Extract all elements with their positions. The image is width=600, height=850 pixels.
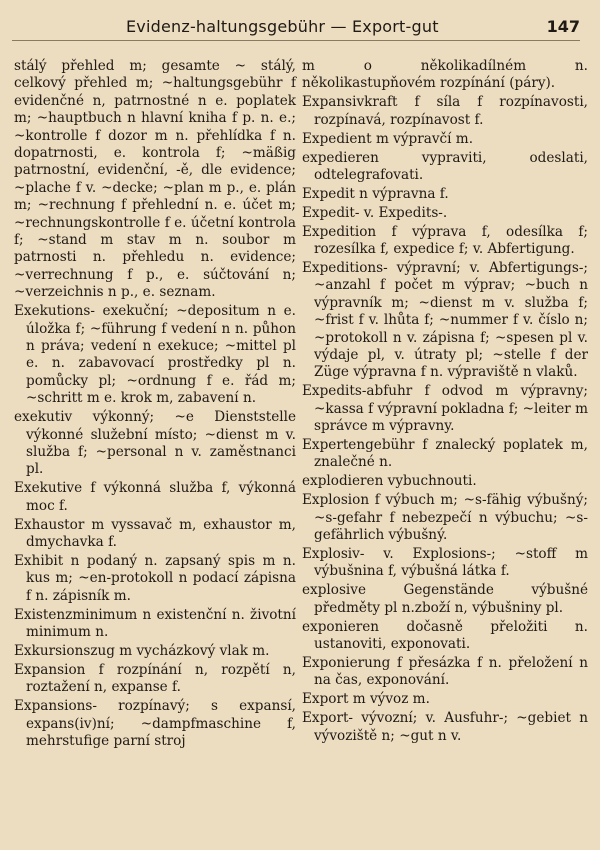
entry-exponieren: exponieren dočasně přeložiti n. ustanoviti, exponovati. [302, 618, 588, 652]
entry-continuation: stálý přehled m; gesamte ~ stálý, celkový přehled m; ~haltungsgebühr f evidenčné n, patrnostné n e. poplatek m; ~hauptbuch n hlavní kniha f p. n. e.; ~kontrolle f dozor m n. přehlídka f n. dopatrnosti, e. kontrola f; ~mäßig patrnostní, evidenční, -ě, dle evidence; ~plache f v. ~decke; ~plan m p., e. plán m; ~rechnung f přehlední n. e. účet m; ~rechnungskontrolle f e. účetní kontrola f; ~stand m stav m n. soubor m patrnosti n. přehledu n. evidence; ~verrechnung f p., e. súčtování n; ~verzeichnis n p., e. seznam. [14, 58, 296, 301]
entry-expansion: Expansion f rozpínání n, rozpětí n, roztažení n, expanse f. [14, 661, 296, 696]
entry-expedits-abfuhr: Expedits-abfuhr f odvod m výpravny; ~kassa f výpravní pokladna f; ~leiter m správce m výpravny. [302, 383, 588, 435]
page-header [12, 12, 580, 41]
entry-expedient: Expedient m výpravčí m. [302, 130, 474, 147]
entry-exhaustor: Exhaustor m vyssavač m, exhaustor m, dmychavka f. [14, 516, 296, 550]
entry-exekutive: Exekutive f výkonná služba f, výkonná moc f. [14, 480, 296, 514]
entry-export: Export m vývoz m. [302, 691, 430, 708]
entry-explosiv: Explosiv- v. Explosions-; ~stoff m výbušnina f, výbušná látka f. [302, 545, 588, 580]
entry-expedit-prefix: Expedit- v. Expedits-. [302, 204, 448, 221]
entry-expedit: Expedit n výpravna f. [302, 185, 449, 202]
entry-export-prefix: Export- vývozní; v. Ausfuhr-; ~gebiet n vývoziště n; ~gut n v. [302, 710, 588, 744]
entry-expedieren: expedieren vypraviti, odeslati, odtelegrafovati. [302, 149, 588, 183]
entry-explodieren: explodieren vybuchnouti. [302, 473, 477, 490]
left-column [14, 58, 296, 752]
entry-explosion: Explosion f výbuch m; ~s-fähig výbušný; ~s-gefahr f nebezpečí n výbuchu; ~s-gefährlich výbušný. [302, 492, 588, 544]
entry-continuation: m o několikadílném n. několikastupňovém rozpínání (páry). [302, 58, 588, 92]
entry-expedition: Expedition f výprava f, odesílka f; rozesílka f, expedice f; v. Abfertigung. [302, 223, 588, 258]
entry-expansivkraft: Expansivkraft f síla f rozpínavosti, rozpínavá, rozpínavost f. [302, 94, 588, 128]
entry-existenzminimum: Existenzminimum n existenční n. životní minimum n. [14, 606, 296, 640]
entry-expertengebuehr: Expertengebühr f znalecký poplatek m, znalečné n. [302, 437, 588, 471]
page-number: 147 [546, 17, 580, 36]
entry-expeditions: Expeditions- výpravní; v. Abfertigungs-; ~anzahl f počet m výprav; ~buch n výpravník m; ~dienst m v. služba f; ~frist f v. lhůta f; ~nummer f v. číslo n; ~protokoll n v. zápisna f; ~spesen pl v. výdaje pl, v. útraty pl; ~stelle f der Züge výpravna f n. výpraviště n vlaků. [302, 259, 588, 381]
right-column [302, 58, 588, 746]
running-head: Evidenz-haltungsgebühr — Export-gut [126, 17, 439, 36]
entry-exponierung: Exponierung f přesázka f n. přeložení n na čas, exponování. [302, 654, 588, 689]
entry-explosive-gegenstaende: explosive Gegenstände výbušné předměty pl n.zboží n, výbušniny pl. [302, 582, 588, 616]
entry-exhibit: Exhibit n podaný n. zapsaný spis m n. kus m; ~en-protokoll n podací zápisna f n. zápisník m. [14, 552, 296, 604]
entry-exekutions: Exekutions- exekuční; ~depositum n e. úložka f; ~führung f vedení n n. půhon n práva; vedení n exekuce; ~mittel pl e. n. zabavovací prostředky pl n. pomůcky pl; ~ordnung f e. řád m; ~schritt m e. krok m, zabavení n. [14, 303, 296, 407]
entry-exekutiv: exekutiv výkonný; ~e Dienststelle výkonné služební místo; ~dienst m v. služba f; ~personal n v. zaměstnanci pl. [14, 409, 296, 478]
entry-exkursionszug: Exkursionszug m vycházkový vlak m. [14, 642, 270, 659]
entry-expansions: Expansions- rozpínavý; s expansí, expans(iv)ní; ~dampfmaschine f, mehrstufige parní stroj [14, 698, 296, 749]
